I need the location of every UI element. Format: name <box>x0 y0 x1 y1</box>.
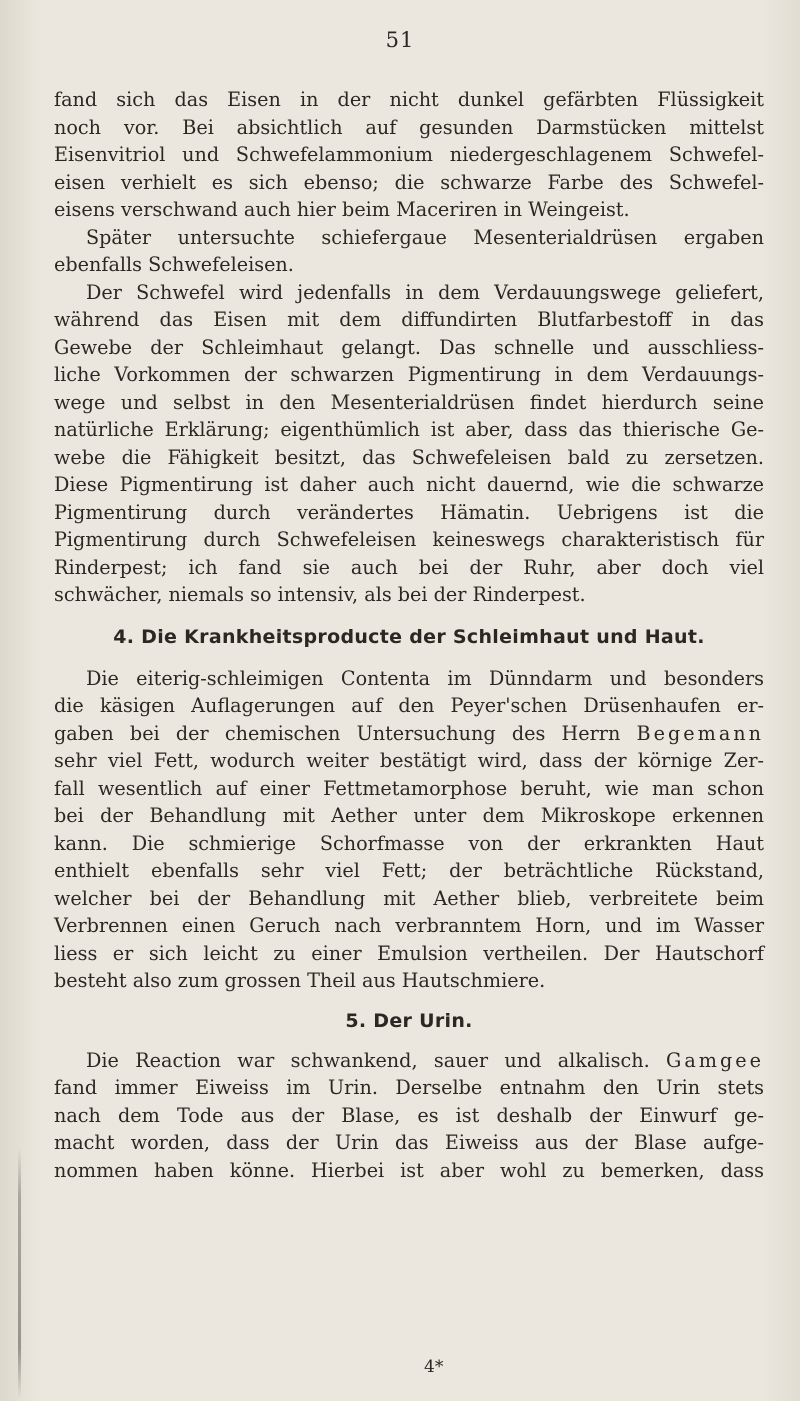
text-line: besteht also zum grossen Theil aus Hautschmiere. <box>54 969 546 992</box>
text-line: eisens verschwand auch hier beim Maceriren in Weingeist. <box>54 198 630 221</box>
text-line: noch vor. Bei absichtlich auf gesunden Darmstücken mittelst <box>54 115 764 139</box>
text-line: fall wesentlich auf einer Fettmetamorphose beruht, wie man schon <box>54 776 764 800</box>
text-line: wege und selbst in den Mesenterialdrüsen findet hierdurch seine <box>54 390 764 414</box>
text-line <box>54 1047 764 1075</box>
text-line: welcher bei der Behandlung mit Aether blieb, verbreitete beim <box>54 886 764 910</box>
section-heading-5: 5. Der Urin. <box>345 1009 473 1032</box>
text-line <box>54 720 764 748</box>
text-line: webe die Fähigkeit besitzt, das Schwefeleisen bald zu zersetzen. <box>54 445 764 469</box>
text-line: fand sich das Eisen in der nicht dunkel gefärbten Flüssigkeit <box>54 88 764 111</box>
page-number: 51 <box>385 28 415 52</box>
paragraph <box>54 224 764 279</box>
text-line: Pigmentirung durch verändertes Hämatin. Uebrigens ist die <box>54 500 764 524</box>
text-line: enthielt ebenfalls sehr viel Fett; der beträchtliche Rückstand, <box>54 859 764 882</box>
text-line: Verbrennen einen Geruch nach verbranntem Horn, und im Wasser <box>54 914 764 937</box>
text-line: bei der Behandlung mit Aether unter dem Mikroskope erkennen <box>54 804 764 827</box>
text-line: nommen haben könne. Hierbei ist aber wohl zu bemerken, dass <box>54 1158 764 1182</box>
text-line: Pigmentirung durch Schwefeleisen keineswegs charakteristisch für <box>54 528 764 551</box>
text-line-start: Die Reaction war schwankend, sauer und alkalisch. <box>86 1048 650 1072</box>
text-line: macht worden, dass der Urin das Eiweiss aus der Blase aufge- <box>54 1131 764 1154</box>
text-line: Diese Pigmentirung ist daher auch nicht dauernd, wie die schwarze <box>54 473 764 496</box>
text-line: eisen verhielt es sich ebenso; die schwarze Farbe des Schwefel- <box>54 170 764 194</box>
paragraph <box>54 665 764 995</box>
text-line: schwächer, niemals so intensiv, als bei der Rinderpest. <box>54 583 586 606</box>
signature-mark: 4* <box>424 1357 444 1377</box>
text-line: liche Vorkommen der schwarzen Pigmentirung in dem Verdauungs- <box>54 363 764 386</box>
page-edge-shadow <box>18 1148 21 1398</box>
text-line-start: gaben bei der chemischen Untersuchung des Herrn <box>54 721 621 745</box>
text-line: fand immer Eiweiss im Urin. Derselbe entnahm den Urin stets <box>54 1076 764 1099</box>
paragraph <box>54 1047 764 1185</box>
author-name-gamgee: Gamgee <box>666 1048 764 1072</box>
text-line: Später untersuchte schiefergaue Mesenterialdrüsen ergaben <box>86 225 764 249</box>
author-name-begemann: Begemann <box>636 721 764 745</box>
text-line: liess er sich leicht zu einer Emulsion vertheilen. Der Hautschorf <box>54 941 764 965</box>
text-line: natürliche Erklärung; eigenthümlich ist aber, dass das thierische Ge- <box>54 418 764 441</box>
text-line: nach dem Tode aus der Blase, es ist deshalb der Einwurf ge- <box>54 1103 764 1127</box>
text-line: ebenfalls Schwefeleisen. <box>54 253 294 276</box>
text-line: Rinderpest; ich fand sie auch bei der Ruhr, aber doch viel <box>54 555 764 579</box>
text-line: Der Schwefel wird jedenfalls in dem Verdauungswege geliefert, <box>86 280 764 304</box>
page-body <box>54 86 764 1184</box>
paragraph <box>54 86 764 224</box>
text-line: die käsigen Auflagerungen auf den Peyer'schen Drüsenhaufen er- <box>54 694 764 717</box>
text-line: Gewebe der Schleimhaut gelangt. Das schnelle und ausschliess- <box>54 335 764 359</box>
paragraph <box>54 279 764 609</box>
text-line: während das Eisen mit dem diffundirten Blutfarbestoff in das <box>54 308 764 331</box>
text-line: Die eiterig-schleimigen Contenta im Dünndarm und besonders <box>86 666 764 690</box>
section-heading-4: 4. Die Krankheitsproducte der Schleimhaut und Haut. <box>113 625 705 648</box>
text-line: kann. Die schmierige Schorfmasse von der erkrankten Haut <box>54 831 764 855</box>
text-line: sehr viel Fett, wodurch weiter bestätigt wird, dass der körnige Zer- <box>54 749 764 772</box>
text-line: Eisenvitriol und Schwefelammonium niedergeschlagenem Schwefel- <box>54 143 764 166</box>
